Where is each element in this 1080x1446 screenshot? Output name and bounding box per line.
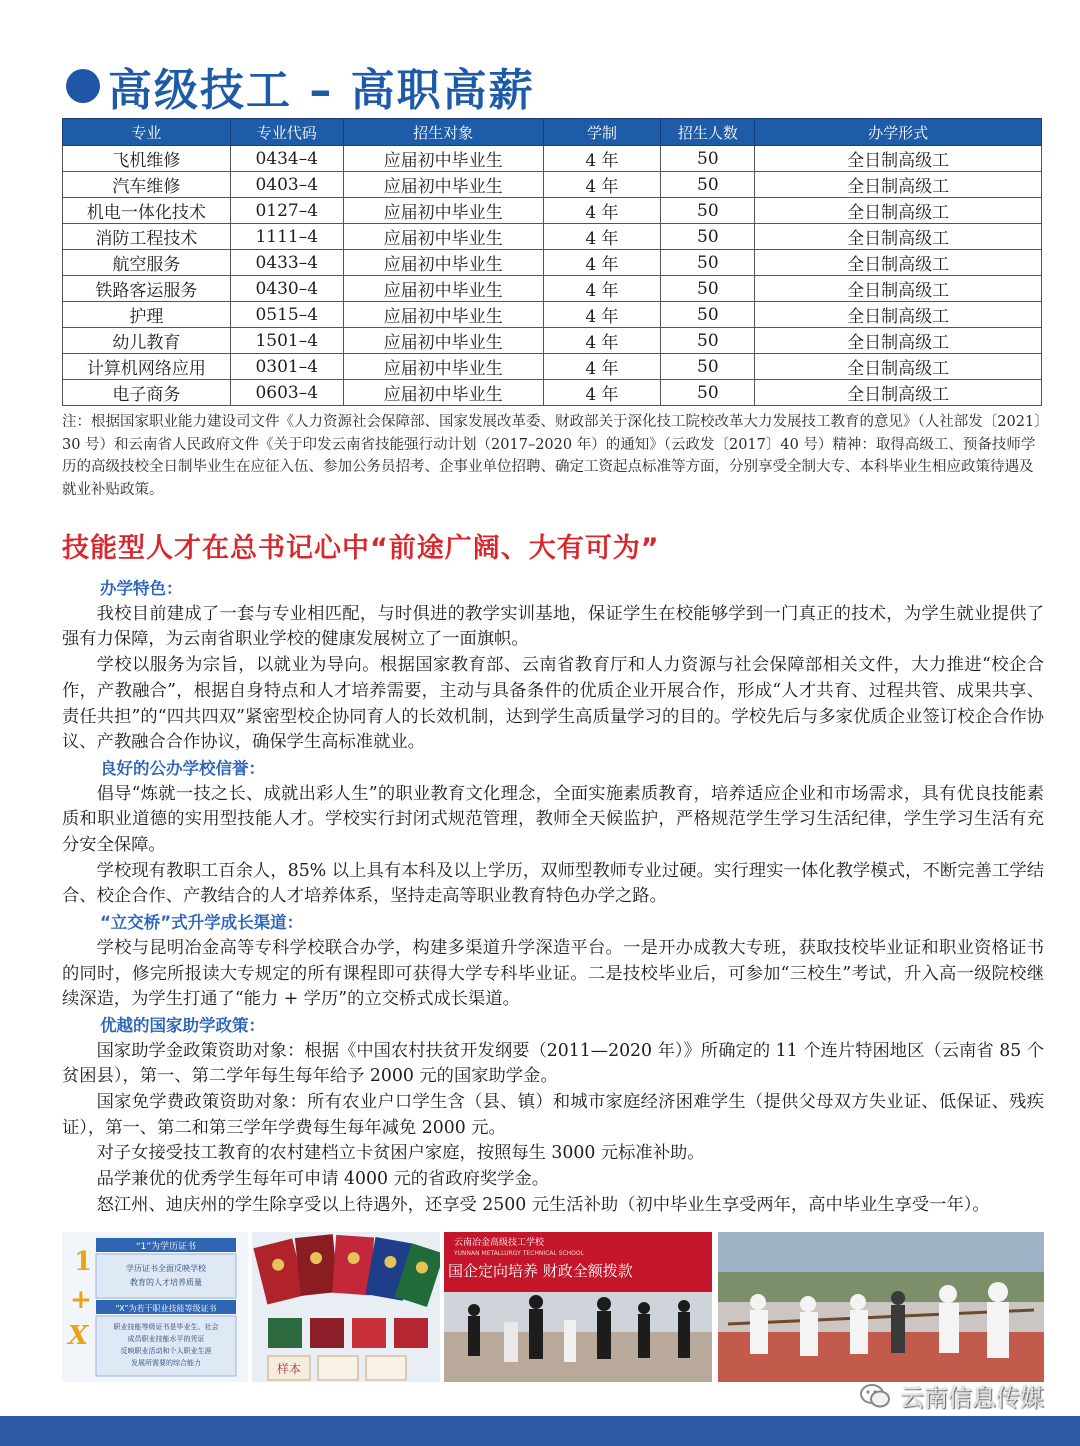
table-cell: 4 年 [543, 276, 661, 302]
table-cell: 50 [661, 380, 755, 406]
school-event-photo [444, 1232, 712, 1382]
table-cell: 0603–4 [230, 380, 343, 406]
table-cell: 护理 [63, 302, 231, 328]
cert-text-2b: 成员职业技能水平的凭证 [127, 1335, 205, 1343]
table-cell: 4 年 [543, 328, 661, 354]
table-cell: 4 年 [543, 354, 661, 380]
table-cell: 应届初中毕业生 [343, 172, 543, 198]
table-cell: 全日制高级工 [755, 276, 1042, 302]
banner-subtitle: YUNNAN METALLURGY TECHNICAL SCHOOL [454, 1250, 584, 1257]
table-cell: 应届初中毕业生 [343, 380, 543, 406]
table-row [63, 198, 1042, 224]
table-row [63, 302, 1042, 328]
table-row [63, 380, 1042, 406]
paragraph: 怒江州、迪庆州的学生除享受以上待遇外，还享受 2500 元生活补助（初中毕业生享受两年，高中毕业生享受一年）。 [96, 1194, 990, 1215]
table-cell: 50 [661, 250, 755, 276]
banner-slogan: 国企定向培养 财政全额拨款 [448, 1262, 633, 1280]
certificate-icon [268, 1318, 302, 1348]
table-row [63, 328, 1042, 354]
photo-strip [62, 1232, 1044, 1382]
page-title: 高级技工 – 高职高薪 [108, 65, 535, 116]
column-header: 办学形式 [755, 119, 1042, 146]
certificates-photo [252, 1232, 440, 1382]
paragraph: 品学兼优的优秀学生每年可申请 4000 元的省政府奖学金。 [96, 1169, 550, 1190]
table-cell: 4 年 [543, 380, 661, 406]
table-cell: 应届初中毕业生 [343, 302, 543, 328]
table-cell: 全日制高级工 [755, 198, 1042, 224]
cert-text-2c: 反映职业活动和个人职业生涯 [120, 1347, 212, 1355]
banner-title: 云南冶金高级技工学校 [454, 1238, 545, 1248]
column-header: 专业代码 [230, 119, 343, 146]
paragraph: 学校与昆明冶金高等专科学校联合办学，构建多渠道升学深造平台。一是开办成教大专班，获取技校毕业证和职业资格证书的同时，修完所报读大专规定的所有课程即可获得大学专科毕业证。二是技校毕业后，可参加“三校生”考试，升入高一级院校继续深造，为学生打通了“能力 + 学历”的立交桥式成长渠道。 [62, 937, 1044, 1010]
table-cell: 全日制高级工 [755, 354, 1042, 380]
table-cell: 1501–4 [230, 328, 343, 354]
column-header: 学制 [543, 119, 661, 146]
tug-of-war-photo [718, 1232, 1044, 1382]
paragraph: 对子女接受技工教育的农村建档立卡贫困户家庭，按照每生 3000 元标准补助。 [96, 1143, 705, 1164]
certificate-icon [352, 1318, 386, 1348]
paragraph: 倡导“炼就一技之长、成就出彩人生”的职业教育文化理念，全面实施素质教育，培养适应企业和市场需求，具有优良技能素质和职业道德的实用型技能人才。学校实行封闭式规范管理，教师全天候监护，严格规范学生学习生活纪律，学生学习生活有充分安全保障。 [62, 783, 1044, 856]
table-cell: 50 [661, 224, 755, 250]
table-cell: 4 年 [543, 198, 661, 224]
section-title [66, 56, 535, 116]
table-cell: 应届初中毕业生 [343, 354, 543, 380]
table-cell: 飞机维修 [63, 146, 231, 172]
table-cell: 消防工程技术 [63, 224, 231, 250]
certificate-icon [295, 1234, 339, 1296]
paragraph: 我校目前建成了一套与专业相匹配，与时俱进的教学实训基地，保证学生在校能够学到一门真正的技术，为学生就业提供了强有力保障，为云南省职业学校的健康发展树立了一面旗帜。 [62, 603, 1044, 650]
cert-text-1a: 学历证书全面反映学校 [126, 1264, 206, 1273]
table-cell: 50 [661, 354, 755, 380]
table-cell: 航空服务 [63, 250, 231, 276]
table-cell: 0127–4 [230, 198, 343, 224]
policy-note: 注：根据国家职业能力建设司文件《人力资源社会保障部、国家发展改革委、财政部关于深化技工院校改革大力发展技工教育的意见》（人社部发〔2021〕30 号）和云南省人民政府文件《关于印发云南省技能强行动计划（2017–2020 年）的通知》（云政发〔2017〕40 号）精神：取得高级工、预备技师学历的高级技校全日制毕业生在应征入伍、参加公务员招考、企事业单位招聘、确定工资起点标准等方面，分别享受全制大专、本科毕业生相应政策待遇及就业补贴政策。 [62, 414, 1042, 498]
paragraph: 国家助学金政策资助对象：根据《中国农村扶贫开发纲要（2011—2020 年）》所确定的 11 个连片特困地区（云南省 85 个贫困县），第一、第二学年每生每年给予 2000 元的国家助学金。 [62, 1040, 1044, 1087]
column-header: 招生人数 [661, 119, 755, 146]
table-cell: 应届初中毕业生 [343, 250, 543, 276]
section-heading: 优越的国家助学政策： [99, 1015, 265, 1035]
watermark [858, 1378, 1044, 1413]
watermark-text: 云南信息传媒 [900, 1384, 1044, 1412]
table-row [63, 276, 1042, 302]
table-cell: 全日制高级工 [755, 302, 1042, 328]
table-cell: 应届初中毕业生 [343, 198, 543, 224]
sample-text: 样本 [276, 1362, 302, 1376]
plus-label: + [70, 1285, 92, 1315]
table-cell: 机电一体化技术 [63, 198, 231, 224]
paragraph: 学校以服务为宗旨，以就业为导向。根据国家教育部、云南省教育厅和人力资源与社会保障部相关文件，大力推进“校企合作，产教融合”，根据自身特点和人才培养需要，主动与具备条件的优质企业开展合作，形成“人才共育、过程共管、成果共享、责任共担”的“四共四双”紧密型校企协同育人的长效机制，达到学生高质量学习的目的。学校先后与多家优质企业签订校企合作协议、产教融合合作协议，确保学生高标准就业。 [62, 655, 1044, 753]
table-row [63, 250, 1042, 276]
table-cell: 4 年 [543, 302, 661, 328]
table-cell: 50 [661, 276, 755, 302]
table-row [63, 354, 1042, 380]
table-cell: 电子商务 [63, 380, 231, 406]
cert-text-2a: 职业技能等级证书是毕业生、社会 [113, 1323, 219, 1331]
table-row [63, 146, 1042, 172]
table-cell: 0515–4 [230, 302, 343, 328]
headline: 技能型人才在总书记心中“前途广阔、大有可为” [62, 533, 660, 564]
table-cell: 0433–4 [230, 250, 343, 276]
column-header: 招生对象 [343, 119, 543, 146]
table-cell: 应届初中毕业生 [343, 276, 543, 302]
cert-label-1: “1”为学历证书 [135, 1242, 197, 1252]
cert-label-2: “X”为若干职业技能等级证书 [115, 1304, 217, 1313]
table-cell: 应届初中毕业生 [343, 328, 543, 354]
section-heading: 办学特色： [99, 579, 183, 598]
table-row [63, 224, 1042, 250]
table-cell: 50 [661, 146, 755, 172]
table-cell: 计算机网络应用 [63, 354, 231, 380]
paragraph: 国家免学费政策资助对象：所有农业户口学生含（县、镇）和城市家庭经济困难学生（提供父母双方失业证、低保证、残疾证），第一、第二和第三学年学费每生每年减免 2000 元。 [62, 1092, 1044, 1138]
section-heading: “立交桥”式升学成长渠道： [99, 913, 304, 933]
table-cell: 幼儿教育 [63, 328, 231, 354]
column-header: 专业 [63, 119, 231, 146]
wechat-icon [858, 1379, 892, 1413]
table-cell: 全日制高级工 [755, 250, 1042, 276]
table-cell: 汽车维修 [63, 172, 231, 198]
majors-table [62, 118, 1042, 406]
table-cell: 应届初中毕业生 [343, 224, 543, 250]
bottom-bar [0, 1416, 1080, 1446]
certificate-icon [318, 1356, 358, 1380]
paragraph: 学校现有教职工百余人，85% 以上具有本科及以上学历，双师型教师专业过硬。实行理实一体化教学模式，不断完善工学结合、校企合作、产教结合的人才培养体系，坚持走高等职业教育特色办学之路。 [62, 860, 1044, 907]
one-plus-x-infographic [62, 1232, 248, 1382]
table-cell: 0434–4 [230, 146, 343, 172]
table-cell: 4 年 [543, 146, 661, 172]
table-cell: 全日制高级工 [755, 328, 1042, 354]
one-label: 1 [74, 1247, 93, 1277]
body-text [62, 576, 1044, 1219]
table-cell: 0403–4 [230, 172, 343, 198]
table-cell: 全日制高级工 [755, 224, 1042, 250]
table-cell: 铁路客运服务 [63, 276, 231, 302]
table-row [63, 172, 1042, 198]
table-cell: 全日制高级工 [755, 172, 1042, 198]
certificate-icon [394, 1318, 428, 1348]
table-cell: 4 年 [543, 250, 661, 276]
certificate-icon [310, 1318, 344, 1348]
cert-box-1 [96, 1254, 236, 1298]
table-header-row [63, 119, 1042, 146]
table-cell: 4 年 [543, 172, 661, 198]
table-cell: 4 年 [543, 224, 661, 250]
table-cell: 50 [661, 328, 755, 354]
certificate-icon [366, 1356, 406, 1380]
table-cell: 全日制高级工 [755, 146, 1042, 172]
table-cell: 应届初中毕业生 [343, 146, 543, 172]
table-cell: 0430–4 [230, 276, 343, 302]
bullet-dot-icon [66, 69, 100, 103]
x-label: X [68, 1321, 89, 1351]
table-cell: 50 [661, 302, 755, 328]
table-cell: 50 [661, 172, 755, 198]
table-body [63, 146, 1042, 406]
cert-text-1b: 教育的人才培养质量 [130, 1278, 202, 1287]
cert-text-2d: 发展所需要的综合能力 [131, 1359, 201, 1367]
table-cell: 全日制高级工 [755, 380, 1042, 406]
table-cell: 1111–4 [230, 224, 343, 250]
table-cell: 50 [661, 198, 755, 224]
section-heading: 良好的公办学校信誉： [99, 758, 265, 778]
table-cell: 0301–4 [230, 354, 343, 380]
